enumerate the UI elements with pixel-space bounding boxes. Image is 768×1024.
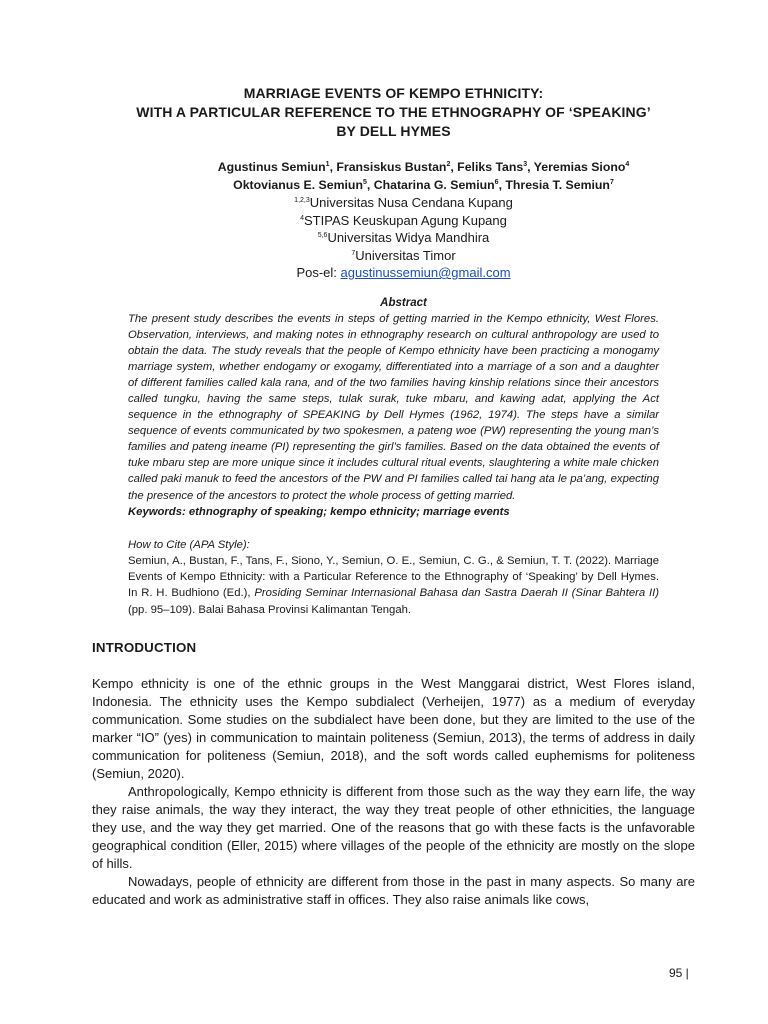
cite-text-end: (pp. 95–109). Balai Bahasa Provinsi Kalimantan Tengah.	[128, 603, 412, 616]
affiliation	[112, 194, 695, 212]
affiliation-mark: 7	[351, 249, 356, 257]
email-label: Pos-el:	[296, 265, 341, 280]
affiliation-list	[112, 194, 695, 282]
title-line-3: BY DELL HYMES	[336, 123, 451, 139]
abstract-body	[128, 311, 659, 520]
author-line-1	[192, 158, 655, 176]
introduction-body	[92, 675, 695, 909]
email-line	[112, 264, 695, 282]
email-link[interactable]: agustinussemiun@gmail.com	[340, 265, 511, 280]
affiliation	[112, 229, 695, 247]
affiliation-name: STIPAS Keuskupan Agung Kupang	[304, 212, 507, 228]
author-affiliation-mark: 6	[494, 179, 499, 186]
author-name: Agustinus Semiun	[217, 160, 326, 174]
author-affiliation-mark: 7	[609, 179, 614, 186]
author-affiliation-mark: 4	[625, 161, 630, 168]
affiliation-name: Universitas Timor	[355, 247, 456, 263]
how-to-cite	[128, 537, 659, 618]
author-affiliation-mark: 2	[446, 161, 451, 168]
author-name: , Chatarina G. Semiun	[366, 178, 495, 192]
paragraph: Anthropologically, Kempo ethnicity is different from those such as the way they earn life, the way they raise animals, the way they interact, the way they treat people of other ethnicities, the language they use, and the way they get married. One of the reasons that go with these facts is the unfavorable geographical condition (Eller, 2015) where villages of the people of the ethnicity are mostly on the slope of hills.	[92, 783, 695, 871]
author-name: Oktovianus E. Semiun	[233, 178, 363, 192]
affiliation	[112, 247, 695, 265]
affiliation-mark: 4	[300, 214, 305, 222]
author-affiliation-mark: 1	[325, 161, 330, 168]
affiliation-mark: 5,6	[317, 232, 328, 239]
affiliation-mark: 1,2,3	[294, 197, 310, 204]
author-affiliation-mark: 5	[362, 179, 367, 186]
author-name: , Yeremias Siono	[527, 160, 626, 174]
cite-proceedings-title: Prosiding Seminar Internasional Bahasa dan Sastra Daerah II (Sinar Bahtera II)	[254, 587, 659, 600]
author-name: , Feliks Tans	[450, 160, 524, 174]
author-list	[192, 158, 655, 194]
cite-heading: How to Cite (APA Style):	[128, 538, 250, 551]
paragraph: Kempo ethnicity is one of the ethnic groups in the West Manggarai district, West Flores island, Indonesia. The ethnicity uses the Kempo subdialect (Verheijen, 1977) as a medium of everyday communication. Some studies on the subdialect have been done, but they are limited to the use of the marker “IO” (yes) in communication to maintain politeness (Semiun, 2013), the terms of address in daily communication for politeness (Semiun, 2018), and the soft words called euphemisms for politeness (Semiun, 2020).	[92, 675, 695, 781]
keywords: Keywords: ethnography of speaking; kempo ethnicity; marriage events	[128, 505, 510, 518]
affiliation-name: Universitas Nusa Cendana Kupang	[309, 195, 513, 210]
title-line-1: MARRIAGE EVENTS OF KEMPO ETHNICITY:	[243, 85, 544, 101]
paper-page	[92, 84, 695, 909]
abstract-text: The present study describes the events in steps of getting married in the Kempo ethnicity, West Flores. Observation, interviews, and making notes in ethnography research on cultural anthropology are used to obtain the data. The study reveals that the people of Kempo ethnicity have been practicing a monogamy marriage system, whether endogamy or exogamy, differentiated into a marriage of a son and a daughter of different families called kala rana, and of the two families having kinship relations since their ancestors called tungku, having the same steps, tulak surak, tuke mbaru, and kawing adat, applying the Act sequence in the ethnography of SPEAKING by Dell Hymes (1962, 1974). The steps have a similar sequence of events communicated by two spokesmen, a pateng woe (PW) representing the young man’s families and pateng ineame (PI) representing the girl’s families. Based on the data obtained the events of tuke mbaru step are more unique since it includes cultural ritual events, slaughtering a white male chicken called paki manuk to feed the ancestors of the PW and PI families called tai hang ata le pa’ang, expecting the presence of the ancestors to protect the whole process of getting married.	[128, 312, 659, 502]
author-affiliation-mark: 3	[523, 161, 528, 168]
paragraph: Nowadays, people of ethnicity are different from those in the past in many aspects. So many are educated and work as administrative staff in offices. They also raise animals like cows,	[92, 873, 695, 907]
author-line-2	[192, 176, 655, 194]
paper-title	[92, 84, 695, 141]
affiliation	[112, 212, 695, 230]
affiliation-name: Universitas Widya Mandhira	[327, 230, 490, 245]
page-number: 95 |	[669, 966, 689, 980]
section-heading-introduction: INTRODUCTION	[92, 639, 197, 655]
title-line-2: WITH A PARTICULAR REFERENCE TO THE ETHNOGRAPHY OF ‘SPEAKING’	[136, 104, 651, 120]
cite-text: Semiun, A., Bustan, F., Tans, F., Siono, Y., Semiun, O. E., Semiun, C. G., & Semiun, T. T. (2022). Marriage Events of Kempo Ethnicity: with a Particular Reference to the Ethnography of ‘Speaking’ by Dell Hymes. In R. H. Budhiono (Ed.),	[128, 554, 659, 600]
abstract-heading: Abstract	[380, 296, 427, 309]
author-name: , Thresia T. Semiun	[498, 178, 610, 192]
author-name: , Fransiskus Bustan	[329, 160, 447, 174]
